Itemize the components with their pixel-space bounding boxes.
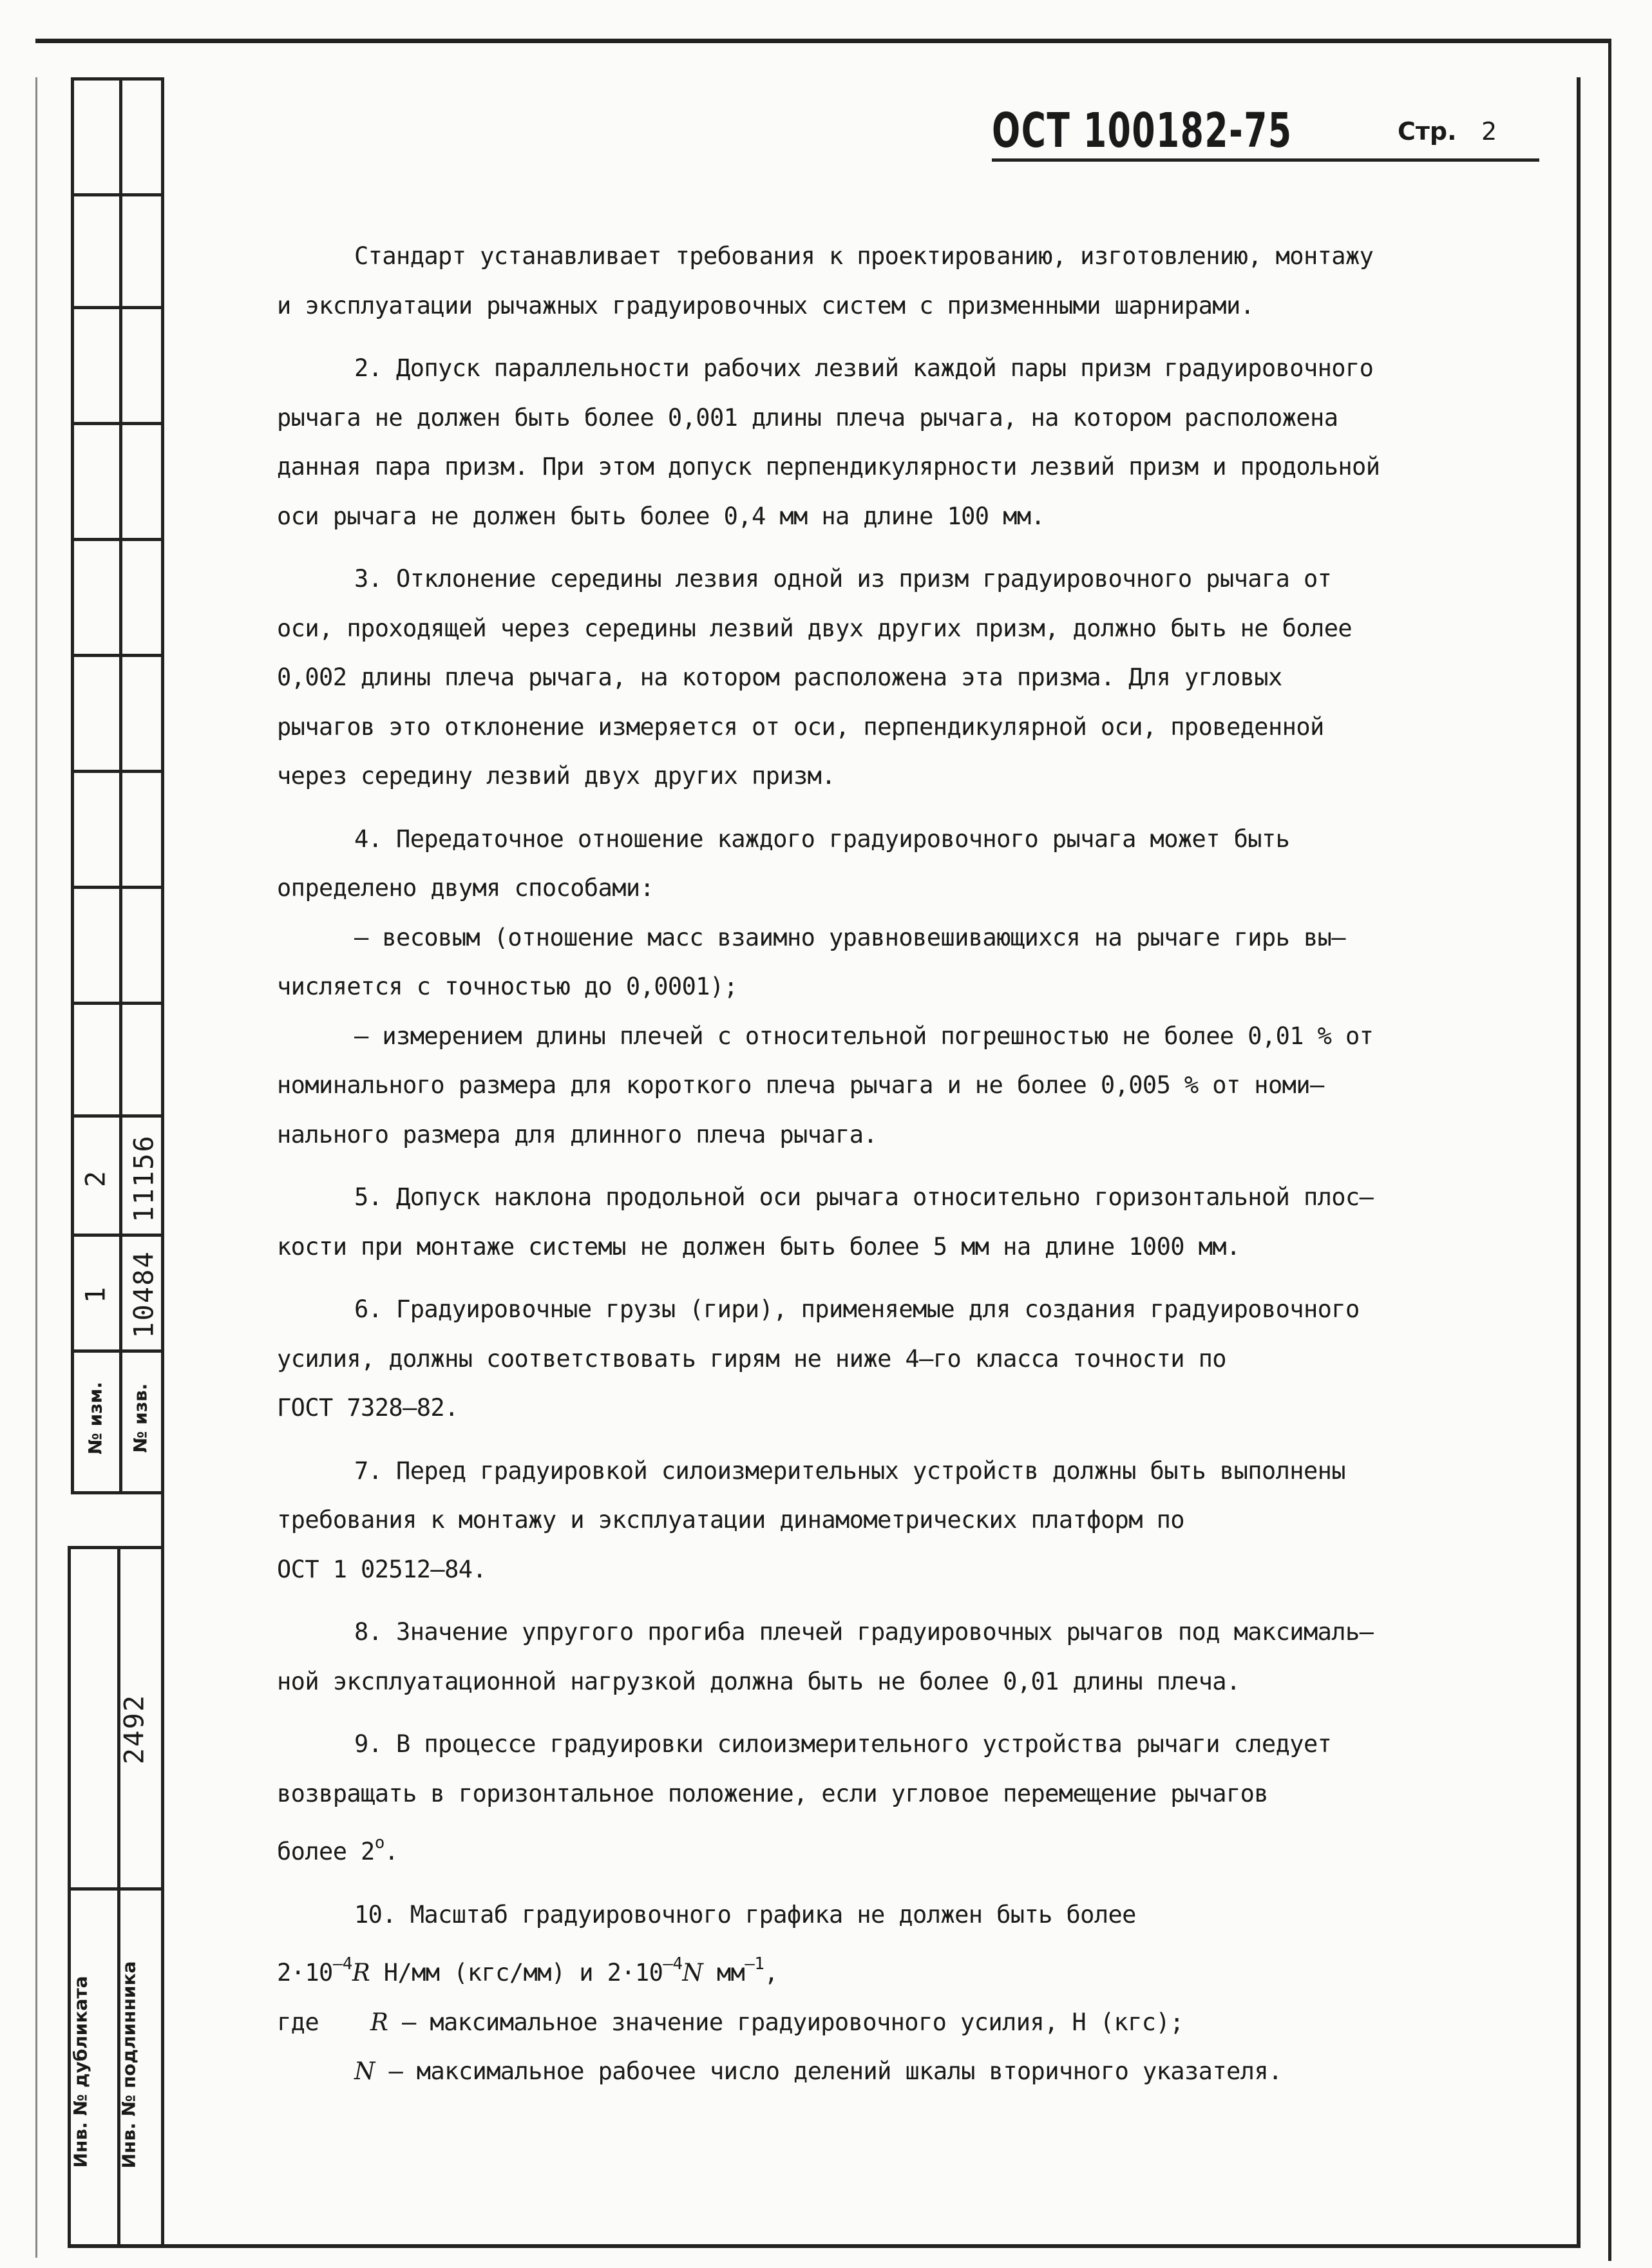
text-line: рычагов это отклонение измеряется от оси, перпендикулярной оси, проведенной <box>277 712 1324 741</box>
text-line: 3. Отклонение середины лезвия одной из призм градуировочного рычага от <box>354 565 1332 593</box>
strip-row-line <box>71 1002 164 1005</box>
notice-2: 11156 <box>128 1134 160 1223</box>
formula-line <box>277 1939 1488 1998</box>
formula-part: 2·10 <box>277 1959 333 1987</box>
text-line: оси, проходящей через середины лезвий двух других призм, должно быть не более <box>277 614 1353 642</box>
paragraph-7 <box>277 1447 1488 1595</box>
page-number: 2 <box>1481 117 1497 146</box>
strip-row-line <box>71 538 164 541</box>
text-line: 4. Передаточное отношение каждого градуировочного рычага может быть <box>354 824 1290 853</box>
document-code: ОСТ 100182-75 <box>992 103 1293 158</box>
text-line: оси рычага не должен быть более 0,4 мм на длине 100 мм. <box>277 502 1045 530</box>
text-run: . <box>384 1838 399 1865</box>
document-body <box>277 232 1488 2110</box>
definition-text: – максимальное значение градуировочного усилия, Н (кгс); <box>388 2008 1184 2036</box>
text-line: 5. Допуск наклона продольной оси рычага относительно горизонтальной плос– <box>354 1183 1374 1211</box>
text-line: через середину лезвий двух других призм. <box>277 762 836 790</box>
variable-n: N <box>682 1959 703 1987</box>
text-line: ГОСТ 7328–82. <box>277 1394 459 1422</box>
definition-line-n <box>277 2047 1488 2097</box>
text-line: номинального размера для короткого плеча рычага и не более 0,005 % от номи– <box>277 1071 1324 1099</box>
paragraph-intro <box>277 232 1488 330</box>
text-line: данная пара призм. При этом допуск перпендикулярности лезвий призм и продольной <box>277 453 1380 481</box>
text-line: Стандарт устанавливает требования к проектированию, изготовлению, монтажу <box>354 242 1374 270</box>
paragraph-9 <box>277 1720 1488 1877</box>
revision-number-label: № изм. <box>84 1382 106 1454</box>
revision-2: 2 <box>79 1169 111 1188</box>
text-line: нального размера для длинного плеча рычага. <box>277 1120 878 1148</box>
inventory-number: 2492 <box>118 1693 150 1765</box>
text-line: 8. Значение упругого прогиба плечей градуировочных рычагов под максималь– <box>354 1618 1374 1646</box>
text-line: рычага не должен быть более 0,001 длины плеча рычага, на котором расположена <box>277 403 1338 432</box>
text-line: 0,002 длины плеча рычага, на котором расположена эта призма. Для угловых <box>277 663 1282 691</box>
frame-left-line <box>35 77 37 2258</box>
text-line: требования к монтажу и эксплуатации динамометрических платформ по <box>277 1506 1184 1534</box>
formula-part: Н/мм (кгс/мм) и 2·10 <box>370 1959 663 1987</box>
text-line: числяется с точностью до 0,0001); <box>277 973 738 1000</box>
strip-row-line <box>71 654 164 657</box>
original-inventory-label: Инв. № подлинника <box>118 1961 140 2169</box>
paragraph-3 <box>277 555 1488 801</box>
strip-row-line <box>71 1349 164 1353</box>
paragraph-8 <box>277 1608 1488 1706</box>
exponent: –1 <box>745 1954 764 1974</box>
text-line <box>277 1818 1488 1877</box>
notice-1: 10484 <box>128 1250 160 1339</box>
text-line: – измерением длины плечей с относительной погрешностью не более 0,01 % от <box>354 1022 1374 1050</box>
text-line: ной эксплуатационной нагрузкой должна быть не более 0,01 длины плеча. <box>277 1667 1240 1695</box>
formula-part: , <box>764 1959 779 1987</box>
strip-row-line <box>71 770 164 773</box>
inventory-strip-row-line <box>68 1887 164 1891</box>
frame-top-line <box>35 39 1611 43</box>
strip-row-line <box>71 886 164 889</box>
strip-row-line <box>71 1234 164 1237</box>
text-line: кости при монтаже системы не должен быть более 5 мм на длине 1000 мм. <box>277 1232 1240 1261</box>
definition-text: – максимальное рабочее число делений шкалы вторичного указателя. <box>374 2057 1282 2085</box>
variable-r: R <box>352 1959 370 1987</box>
degree-superscript: о <box>374 1833 385 1853</box>
page-label: Стр. <box>1398 117 1457 146</box>
duplicate-inventory-label: Инв. № дубликата <box>70 1976 91 2168</box>
paragraph-4 <box>277 815 1488 1160</box>
text-line: определено двумя способами: <box>277 874 654 902</box>
exponent: –4 <box>332 1954 352 1974</box>
text-line: 9. В процессе градуировки силоизмерительного устройства рычаги следует <box>354 1730 1332 1758</box>
frame-right-line <box>1577 77 1581 2248</box>
text-run: более 2 <box>277 1838 375 1865</box>
text-line: 10. Масштаб градуировочного графика не должен быть более <box>354 1900 1136 1929</box>
frame-right-outer-line <box>1608 39 1611 2261</box>
text-line: 2. Допуск параллельности рабочих лезвий каждой пары призм градуировочного <box>354 354 1374 382</box>
where-word: где <box>277 2008 319 2036</box>
text-line: возвращать в горизонтальное положение, если угловое перемещение рычагов <box>277 1779 1268 1807</box>
revision-strip-divider <box>119 77 122 1494</box>
definition-line-r <box>277 1998 1488 2048</box>
paragraph-2 <box>277 344 1488 541</box>
text-line: усилия, должны соответствовать гирям не ниже 4–го класса точности по <box>277 1344 1226 1373</box>
text-line: – весовым (отношение масс взаимно уравновешивающихся на рычаге гирь вы– <box>354 923 1345 951</box>
frame-bottom-line <box>71 2244 1580 2248</box>
paragraph-10 <box>277 1891 1488 2097</box>
text-line: и эксплуатации рычажных градуировочных систем с призменными шарнирами. <box>277 291 1255 319</box>
header-rule <box>992 158 1539 162</box>
formula-part: мм <box>703 1959 745 1987</box>
strip-row-line <box>71 422 164 425</box>
paragraph-6 <box>277 1285 1488 1433</box>
strip-row-line <box>71 193 164 196</box>
text-line: 7. Перед градуировкой силоизмерительных устройств должны быть выполнены <box>354 1456 1345 1485</box>
variable-n: N <box>354 2057 375 2085</box>
paragraph-5 <box>277 1173 1488 1272</box>
exponent: –4 <box>663 1954 683 1974</box>
text-line: ОСТ 1 02512–84. <box>277 1555 487 1583</box>
document-header <box>992 103 1539 167</box>
notice-number-label: № изв. <box>129 1383 151 1453</box>
text-line: 6. Градуировочные грузы (гири), применяемые для создания градуировочного <box>354 1295 1360 1323</box>
revision-1: 1 <box>79 1285 111 1304</box>
strip-row-line <box>71 306 164 309</box>
variable-r: R <box>370 2008 388 2036</box>
strip-row-line <box>71 1114 164 1118</box>
